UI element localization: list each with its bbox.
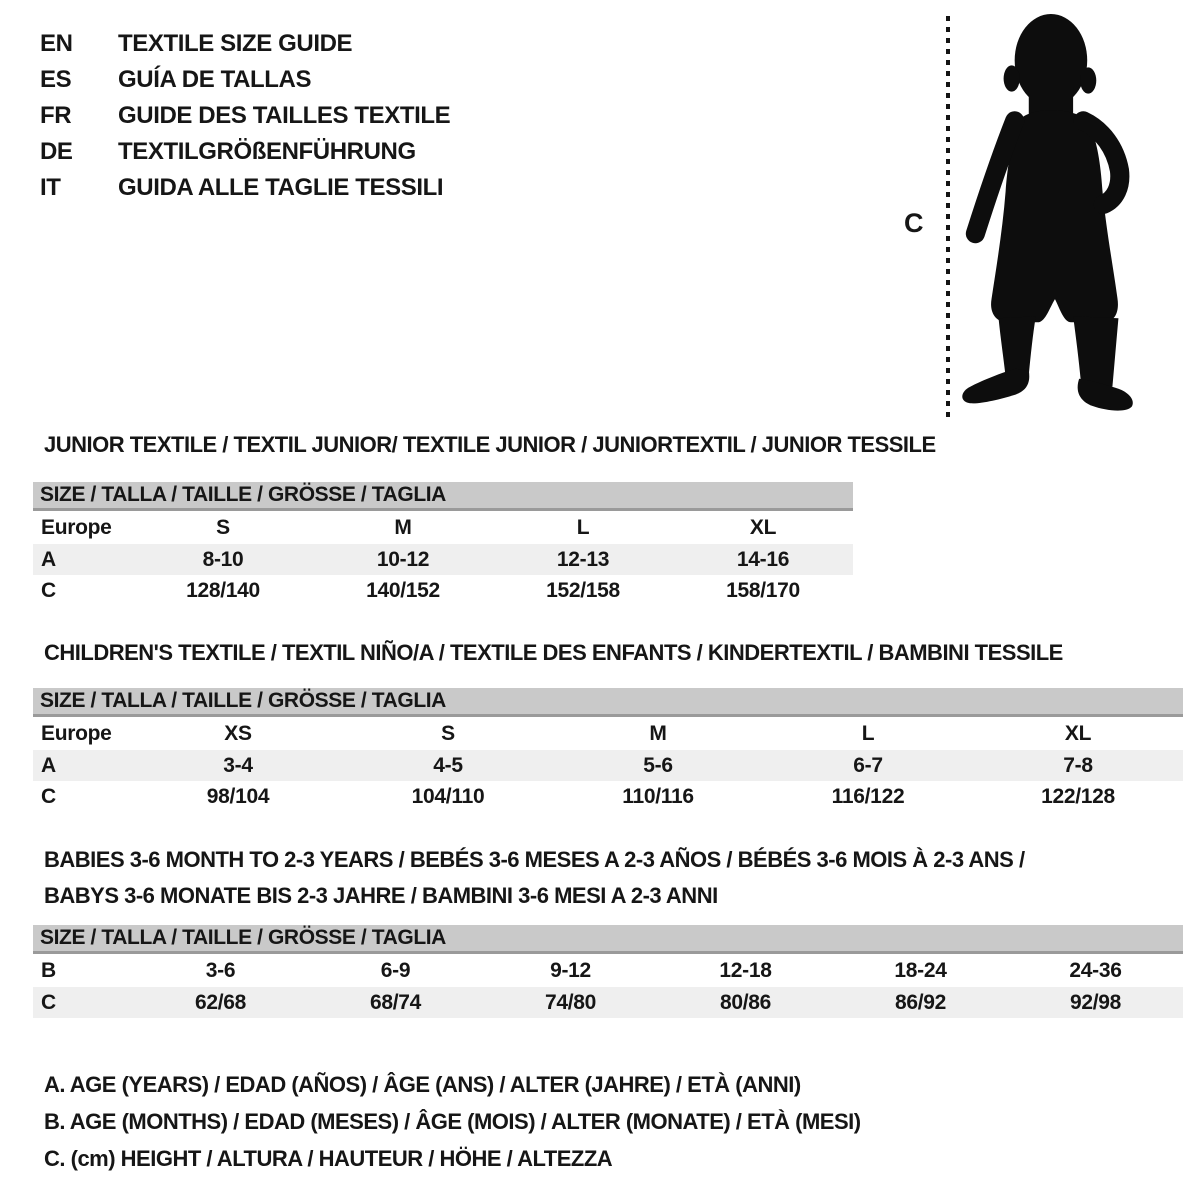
babies-size-table xyxy=(33,925,1183,1018)
junior-size-table xyxy=(33,482,853,606)
language-code: IT xyxy=(40,174,61,201)
height-cell: 110/116 xyxy=(622,784,694,808)
age-cell: 5-6 xyxy=(643,753,673,777)
language-row-fr xyxy=(40,98,450,134)
language-title: GUIDA ALLE TAGLIE TESSILI xyxy=(118,174,444,201)
height-cm-row xyxy=(33,781,1183,812)
language-code: ES xyxy=(40,66,72,93)
language-title: GUÍA DE TALLAS xyxy=(118,66,312,93)
height-cell: 158/170 xyxy=(726,578,800,602)
height-cell: 68/74 xyxy=(369,990,422,1014)
size-col-header: M xyxy=(649,721,667,745)
row-label: C xyxy=(41,578,56,602)
height-cm-row xyxy=(33,575,853,606)
age-cell: 12-18 xyxy=(719,958,772,982)
size-col-header: S xyxy=(441,721,455,745)
height-cell: 116/122 xyxy=(831,784,905,808)
row-label: B xyxy=(41,958,56,982)
babies-title-line1: BABIES 3-6 MONTH TO 2-3 YEARS / BEBÉS 3-6 MESES A 2-3 AÑOS / BÉBÉS 3-6 MOIS À 2-3 ANS / xyxy=(44,847,1025,872)
row-label: C xyxy=(41,990,56,1014)
size-columns-row xyxy=(33,511,853,544)
children-size-table xyxy=(33,688,1183,812)
size-col-header: XL xyxy=(1064,721,1092,745)
age-cell: 6-7 xyxy=(853,753,883,777)
measure-label-c: C xyxy=(904,208,924,238)
age-cell: 8-10 xyxy=(202,547,244,571)
babies-title-line2: BABYS 3-6 MONATE BIS 2-3 JAHRE / BAMBINI 3-6 MESI A 2-3 ANNI xyxy=(44,883,718,908)
height-cell: 74/80 xyxy=(544,990,597,1014)
size-header-bar: SIZE / TALLA / TAILLE / GRÖSSE / TAGLIA xyxy=(33,482,853,511)
language-row-es xyxy=(40,62,450,98)
legend-line-b: B. AGE (MONTHS) / EDAD (MESES) / ÂGE (MOIS) / ALTER (MONATE) / ETÀ (MESI) xyxy=(44,1109,861,1134)
height-cm-row xyxy=(33,987,1183,1018)
height-cell: 128/140 xyxy=(186,578,260,602)
size-header-bar: SIZE / TALLA / TAILLE / GRÖSSE / TAGLIA xyxy=(33,688,1183,717)
age-years-row xyxy=(33,544,853,575)
language-code: DE xyxy=(40,138,73,165)
age-cell: 10-12 xyxy=(376,547,430,571)
age-years-row xyxy=(33,750,1183,781)
babies-section-title xyxy=(44,842,1025,914)
age-cell: 7-8 xyxy=(1063,753,1093,777)
age-cell: 3-6 xyxy=(205,958,236,982)
language-title-list xyxy=(40,26,450,206)
age-cell: 4-5 xyxy=(433,753,463,777)
age-cell: 3-4 xyxy=(223,753,253,777)
age-cell: 18-24 xyxy=(894,958,947,982)
size-col-header: XL xyxy=(749,515,777,539)
size-header-bar: SIZE / TALLA / TAILLE / GRÖSSE / TAGLIA xyxy=(33,925,1183,954)
language-code: FR xyxy=(40,102,72,129)
height-cell: 152/158 xyxy=(546,578,620,602)
legend-line-a: A. AGE (YEARS) / EDAD (AÑOS) / ÂGE (ANS) / ALTER (JAHRE) / ETÀ (ANNI) xyxy=(44,1072,801,1097)
height-cell: 98/104 xyxy=(206,784,270,808)
age-cell: 12-13 xyxy=(556,547,610,571)
row-label: A xyxy=(41,753,56,777)
size-col-header: XS xyxy=(224,721,252,745)
language-title: TEXTILGRÖßENFÜHRUNG xyxy=(118,138,416,165)
junior-section-title: JUNIOR TEXTILE / TEXTIL JUNIOR/ TEXTILE JUNIOR / JUNIORTEXTIL / JUNIOR TESSILE xyxy=(44,432,936,457)
size-col-header: M xyxy=(394,515,412,539)
language-row-it xyxy=(40,170,450,206)
row-label: A xyxy=(41,547,56,571)
height-cell: 62/68 xyxy=(194,990,247,1014)
age-months-row xyxy=(33,954,1183,987)
height-cell: 104/110 xyxy=(411,784,485,808)
language-row-de xyxy=(40,134,450,170)
size-col-header: S xyxy=(216,515,230,539)
age-cell: 6-9 xyxy=(380,958,411,982)
age-cell: 24-36 xyxy=(1069,958,1122,982)
children-section-title: CHILDREN'S TEXTILE / TEXTIL NIÑO/A / TEXTILE DES ENFANTS / KINDERTEXTIL / BAMBINI TESSILE xyxy=(44,640,1063,665)
height-cell: 122/128 xyxy=(1041,784,1115,808)
height-cell: 92/98 xyxy=(1069,990,1122,1014)
height-cell: 86/92 xyxy=(894,990,947,1014)
toddler-silhouette-icon xyxy=(956,8,1162,416)
size-columns-row xyxy=(33,717,1183,750)
region-label: Europe xyxy=(41,515,112,539)
age-cell: 9-12 xyxy=(550,958,591,982)
region-label: Europe xyxy=(41,721,112,745)
language-title: TEXTILE SIZE GUIDE xyxy=(118,30,353,57)
size-col-header: L xyxy=(576,515,590,539)
row-label: C xyxy=(41,784,56,808)
size-col-header: L xyxy=(861,721,875,745)
height-cell: 80/86 xyxy=(719,990,772,1014)
height-measure-dashed-line xyxy=(946,16,950,418)
height-cell: 140/152 xyxy=(366,578,440,602)
legend xyxy=(44,1066,861,1177)
legend-line-c: C. (cm) HEIGHT / ALTURA / HAUTEUR / HÖHE / ALTEZZA xyxy=(44,1146,613,1171)
age-cell: 14-16 xyxy=(736,547,790,571)
language-code: EN xyxy=(40,30,73,57)
language-title: GUIDE DES TAILLES TEXTILE xyxy=(118,102,451,129)
language-row-en xyxy=(40,26,450,62)
